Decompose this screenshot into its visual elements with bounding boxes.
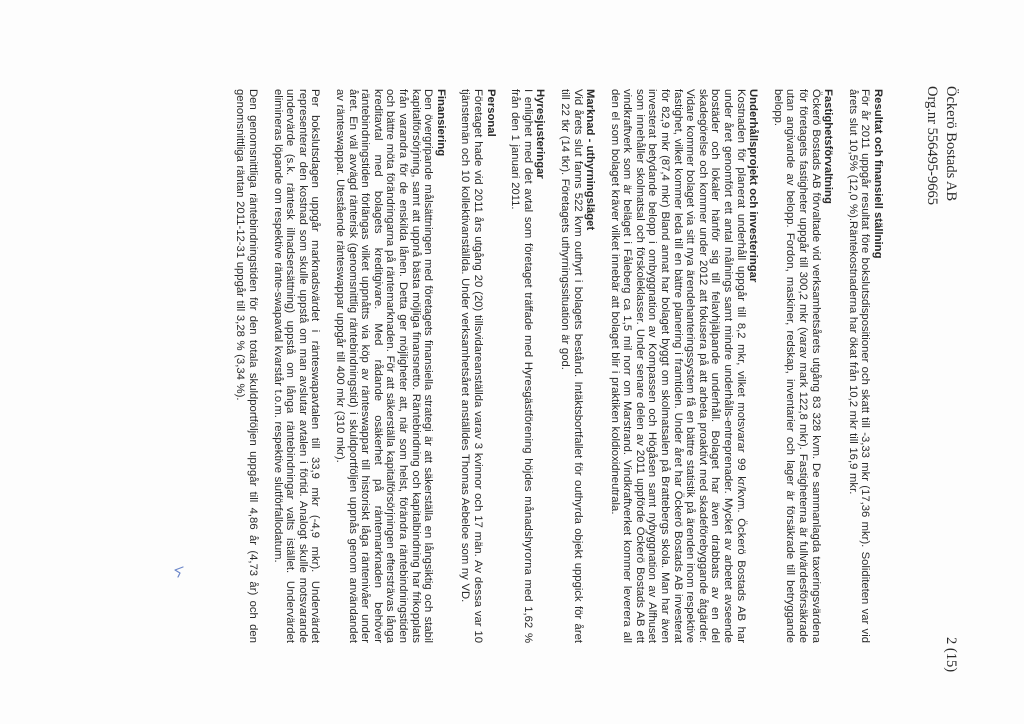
- section-heading: Hyresjusteringar: [534, 89, 547, 179]
- section-heading: Marknad - uthyrningsläget: [584, 89, 597, 231]
- section-heading: Fastighetsförvaltning: [822, 89, 835, 204]
- section-paragraph: Företaget hade vid 2011 års utgång 20 (20) tillsvidareanställda varav 3 kvinnor och 17 män. Av dessa var 10 tjänstemän och 10 kollektivanställda. Under verksamhetsåret anställdes Thomas Aebeloe som ny VD.: [459, 89, 484, 643]
- section-maintenance: [608, 89, 759, 643]
- section-heading: Finansiering: [434, 89, 447, 157]
- section-paragraph: Öckerö Bostads AB förvaltade vid verksamhetsårets utgång 83 328 kvm. De sammanlagda taxeringsvärdena för företagets fastigheter uppgår till 300,2 mkr (varav mark 122,8 mkr). Fastigheterna är fullvärdesförsäkrade utan angivande av belopp. Fordon, maskiner, redskap, inventarier och lager är försäkrade till betryggande belopp.: [771, 89, 822, 643]
- section-heading: Underhållsprojekt och investeringar: [747, 89, 760, 283]
- organization-name: Öckerö Bostads AB: [943, 86, 959, 202]
- organization-number: Org.nr 556495-9665: [924, 86, 940, 205]
- section-paragraph: Den övergripande målsättningen med företagets finansiella strategi är att säkerställa en långsiktig och stabil kapitalförsörjning, samt att uppnå bästa möjliga finansnetto. Räntebindning och kapitalbindning har frikopplats från varandra för de enskilda lånen. Detta ger möjligheter att, när som helst, förändra räntebindningstiden och bättre möta förändringarna på räntemarknaden. För att säkerställa kapitalförsörjningen eftersträvas långa kreditavtal med bolagets kreditgivare. Med rådande osäkerhet på räntemarknaden behöver räntebindningstiden förlängas vilket uppnåtts via köp av ränteswappar till historiskt låga räntenivåer under året. En väl avvägd ränterisk (genomsnittlig räntebindningstid) i skuldportföljen uppnås genom användandet av ränteswappar. Utestående ränteswappar uppgår till 400 mkr (310 mkr).: [334, 89, 435, 643]
- section-financing: [333, 89, 446, 643]
- document-body: [222, 89, 884, 643]
- section-paragraph: Kostnaden för planerat underhåll uppgår till 8,2 mkr, vilket motsvarar 99 kr/kvm. Öckerö Bostads AB har under året genomfört ett antal målnings samt mindre underhålls-entreprenader. Mycket av arbetet avseende bostäder och lokaler hänför sig till felavhjälpande underhåll. Bolaget har även drabbats av en del skadegörelse och kommer under 2012 att fokusera på att arbeta proaktivt med skadeförebyggande åtgärder. Vidare kommer bolaget via sitt nya ärendehanteringssystem få en bättre statistik på ärenden inom respektive fastighet, vilket kommer leda till en bättre planering i framtiden. Under året har Öckerö Bostads AB investerat för 82,9 mkr (87,4 mkr) Bland annat har bolaget byggt om skolmatsalen på Brattebergs skola. Man har även investerat betydande belopp i ombyggnation av Kompassen och Högåsen samt nybyggnation av Alfhuset som innehåller skolmatsal och förskoleklasser. Under senare delen av 2011 uppförde Öckerö Bostads AB ett vindkraftverk som är beläget i Fåleberg ca 1,5 mil norr om Marstrand. Vindkraftverket kommer leverera all den el som bolaget kräver vilket innebär att bolaget blir i praktiken koldioxidneutrala.: [608, 89, 747, 643]
- section-property-management: [771, 89, 834, 643]
- section-result: [846, 89, 884, 643]
- section-paragraph: I enlighet med det avtal som företaget träffade med Hyresgästförening höjdes månadshyrorna med 1,62 % från den 1 januari 2011.: [509, 89, 534, 643]
- section-paragraph: Den genomsnittliga räntebindningstiden för den totala skuldportföljen uppgår till 4,86 år (4,73 år) och den genomsnittliga räntan 2011-12-31 uppgår till 3,28 % (3,34 %).: [234, 89, 260, 643]
- section-market: [558, 89, 596, 643]
- section-personnel: [459, 89, 497, 643]
- section-paragraph: Vid årets slut fanns 522 kvm outhyrt i bolagets bestånd. Intäktsbortfallet för outhyrda objekt uppgick för året till 22 tkr (14 tkr). Företagets uthyrningssituation är god.: [558, 89, 584, 643]
- page-number: 2 (15): [943, 637, 959, 673]
- section-paragraph: Per bokslutsdagen uppgår marknadsvärdet i ränteswapavtalen till 33,9 mkr (-4,9 mkr). Undervärdet representerar den kostnad som skulle uppstå om man avslutar avtalen i förtid. Analogt skulle motsvarande undervärde (s.k. räntesk illnadsersättning) uppstå om långa räntebindningar valts istället. Undervärdet elimineras löpande om respektive ränte-swapavtal kvarstår t.o.m. respektive slutförfallodatum.: [271, 89, 322, 643]
- section-rent-adjustments: [509, 89, 547, 643]
- section-average-rate: [234, 89, 259, 643]
- section-heading: Resultat och finansiell ställning: [872, 89, 884, 259]
- section-swap-value: [271, 89, 321, 643]
- pen-tick-mark-icon: [172, 565, 186, 579]
- section-heading: Personal: [484, 89, 497, 137]
- section-paragraph: För år 2011 uppgår resultat före bokslutsdispositioner och skatt till -3,33 mkr (17,36 mkr). Soliditeten var vid årets slut 10,5% (12,0 %).Räntekostnaderna har ökat från 10,2 mkr till 16,9 mkr.: [846, 89, 872, 643]
